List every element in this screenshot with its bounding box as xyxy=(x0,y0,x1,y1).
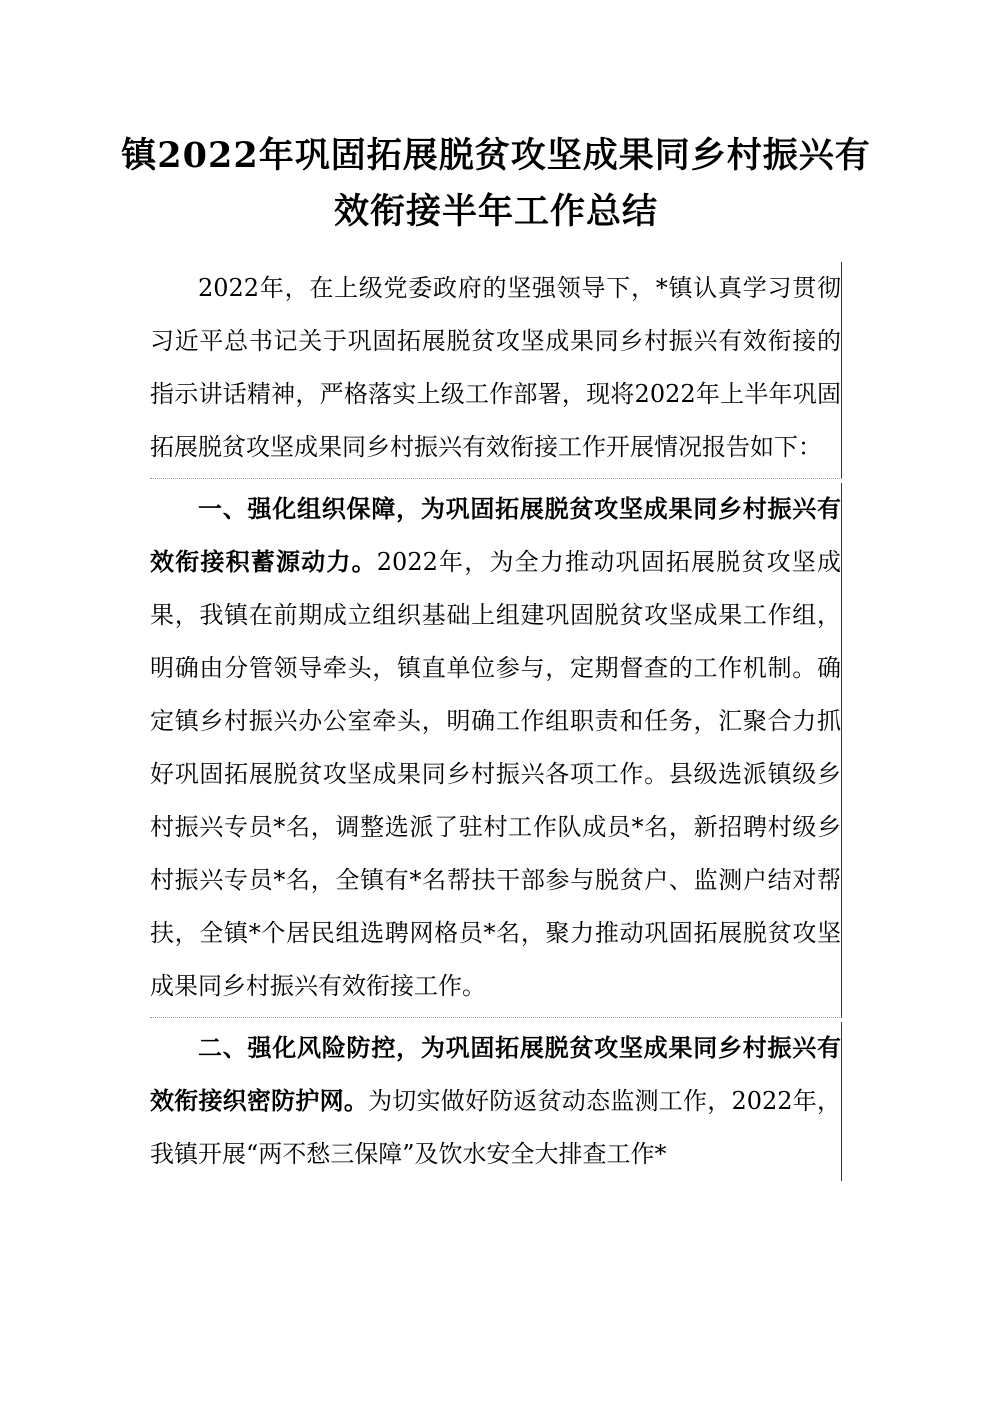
intro-paragraph: 2022年，在上级党委政府的坚强领导下，*镇认真学习贯彻习近平总书记关于巩固拓展脱贫攻坚成果同乡村振兴有效衔接的指示讲话精神，严格落实上级工作部署，现将2022年上半年巩固拓展脱贫攻坚成果同乡村振兴有效衔接工作开展情况报告如下： xyxy=(150,262,842,479)
section-1-paragraph xyxy=(150,483,842,1018)
section-1-heading: 一、强化组织保障，为巩固拓展脱贫攻坚成果同乡村振兴有效衔接积蓄源动力。 xyxy=(150,495,841,576)
section-1-text: 2022年，为全力推动巩固拓展脱贫攻坚成果，我镇在前期成立组织基础上组建巩固脱贫攻坚成果工作组，明确由分管领导牵头，镇直单位参与，定期督查的工作机制。确定镇乡村振兴办公室牵头，明确工作组职责和任务，汇聚合力抓好巩固拓展脱贫攻坚成果同乡村振兴各项工作。县级选派镇级乡村振兴专员*名，调整选派了驻村工作队成员*名，新招聘村级乡村振兴专员*名，全镇有*名帮扶干部参与脱贫户、监测户结对帮扶，全镇*个居民组选聘网格员*名，聚力推动巩固拓展脱贫攻坚成果同乡村振兴有效衔接工作。 xyxy=(150,548,842,1000)
section-2-text: 为切实做好防返贫动态监测工作，2022年，我镇开展“两不愁三保障”及饮水安全大排查工作* xyxy=(150,1087,842,1168)
section-2-heading: 二、强化风险防控，为巩固拓展脱贫攻坚成果同乡村振兴有效衔接织密防护网。 xyxy=(150,1034,841,1115)
document-title: 镇2022年巩固拓展脱贫攻坚成果同乡村振兴有效衔接半年工作总结 xyxy=(121,135,871,232)
section-2-paragraph xyxy=(150,1022,842,1181)
document-body xyxy=(150,262,842,1181)
